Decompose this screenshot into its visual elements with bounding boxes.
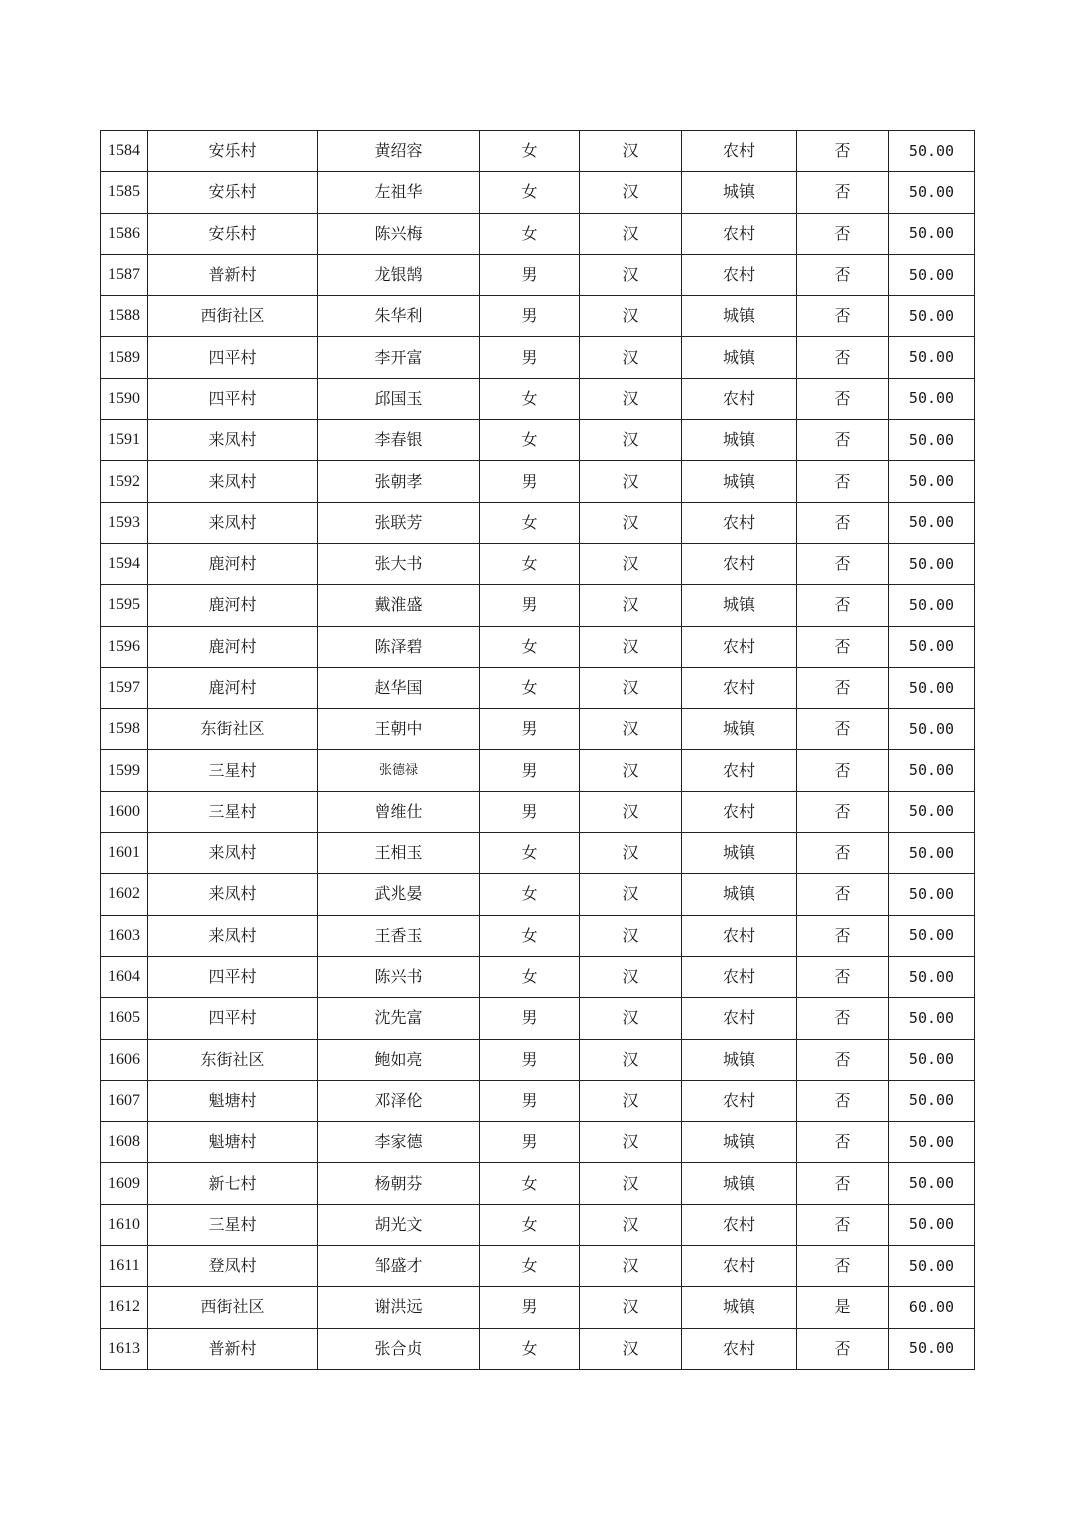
amount-cell: 50.00: [889, 1204, 975, 1245]
gender-cell: 男: [480, 1080, 580, 1121]
gender-cell: 女: [480, 131, 580, 172]
gender-cell: 女: [480, 1328, 580, 1369]
amount-cell: 50.00: [889, 172, 975, 213]
row-number-cell: 1613: [101, 1328, 148, 1369]
row-number-cell: 1598: [101, 709, 148, 750]
flag-cell: 否: [797, 543, 889, 584]
amount-cell: 50.00: [889, 543, 975, 584]
ethnicity-cell: 汉: [580, 667, 682, 708]
row-number-cell: 1602: [101, 874, 148, 915]
gender-cell: 男: [480, 1039, 580, 1080]
row-number-cell: 1590: [101, 378, 148, 419]
person-name-cell: 谢洪远: [318, 1287, 480, 1328]
amount-cell: 50.00: [889, 998, 975, 1039]
table-row: [101, 337, 975, 378]
village-cell: 东街社区: [148, 1039, 318, 1080]
row-number-cell: 1599: [101, 750, 148, 791]
residence-type-cell: 农村: [682, 502, 797, 543]
residence-type-cell: 农村: [682, 213, 797, 254]
ethnicity-cell: 汉: [580, 1122, 682, 1163]
flag-cell: 否: [797, 1204, 889, 1245]
ethnicity-cell: 汉: [580, 131, 682, 172]
person-name-cell: 张朝孝: [318, 461, 480, 502]
flag-cell: 否: [797, 874, 889, 915]
village-cell: 来凤村: [148, 915, 318, 956]
residence-type-cell: 城镇: [682, 172, 797, 213]
amount-cell: 50.00: [889, 791, 975, 832]
row-number-cell: 1592: [101, 461, 148, 502]
ethnicity-cell: 汉: [580, 833, 682, 874]
person-name-cell: 胡光文: [318, 1204, 480, 1245]
amount-cell: 50.00: [889, 1122, 975, 1163]
village-cell: 魁塘村: [148, 1122, 318, 1163]
person-name-cell: 张德禄: [318, 750, 480, 791]
village-cell: 三星村: [148, 750, 318, 791]
flag-cell: 否: [797, 750, 889, 791]
village-cell: 东街社区: [148, 709, 318, 750]
person-name-cell: 沈先富: [318, 998, 480, 1039]
person-name-cell: 龙银鹄: [318, 254, 480, 295]
person-name-cell: 王香玉: [318, 915, 480, 956]
gender-cell: 男: [480, 1122, 580, 1163]
table-row: [101, 543, 975, 584]
residence-type-cell: 农村: [682, 1328, 797, 1369]
row-number-cell: 1589: [101, 337, 148, 378]
row-number-cell: 1612: [101, 1287, 148, 1328]
ethnicity-cell: 汉: [580, 626, 682, 667]
row-number-cell: 1584: [101, 131, 148, 172]
gender-cell: 男: [480, 791, 580, 832]
ethnicity-cell: 汉: [580, 874, 682, 915]
village-cell: 四平村: [148, 956, 318, 997]
flag-cell: 否: [797, 1039, 889, 1080]
flag-cell: 否: [797, 915, 889, 956]
person-name-cell: 李开富: [318, 337, 480, 378]
residence-type-cell: 城镇: [682, 709, 797, 750]
ethnicity-cell: 汉: [580, 1163, 682, 1204]
table-row: [101, 1287, 975, 1328]
village-cell: 四平村: [148, 998, 318, 1039]
village-cell: 登凤村: [148, 1246, 318, 1287]
gender-cell: 女: [480, 1163, 580, 1204]
residence-type-cell: 农村: [682, 1080, 797, 1121]
amount-cell: 50.00: [889, 1328, 975, 1369]
amount-cell: 50.00: [889, 667, 975, 708]
amount-cell: 60.00: [889, 1287, 975, 1328]
row-number-cell: 1591: [101, 420, 148, 461]
flag-cell: 否: [797, 1163, 889, 1204]
residence-type-cell: 城镇: [682, 1039, 797, 1080]
table-row: [101, 1246, 975, 1287]
table-row: [101, 131, 975, 172]
amount-cell: 50.00: [889, 956, 975, 997]
row-number-cell: 1594: [101, 543, 148, 584]
residence-type-cell: 城镇: [682, 337, 797, 378]
table-row: [101, 667, 975, 708]
village-cell: 普新村: [148, 254, 318, 295]
ethnicity-cell: 汉: [580, 1246, 682, 1287]
flag-cell: 否: [797, 213, 889, 254]
table-row: [101, 915, 975, 956]
person-name-cell: 张合贞: [318, 1328, 480, 1369]
person-name-cell: 王朝中: [318, 709, 480, 750]
gender-cell: 女: [480, 213, 580, 254]
flag-cell: 否: [797, 998, 889, 1039]
village-cell: 四平村: [148, 378, 318, 419]
village-cell: 安乐村: [148, 213, 318, 254]
residence-type-cell: 城镇: [682, 296, 797, 337]
table-row: [101, 791, 975, 832]
gender-cell: 男: [480, 585, 580, 626]
table-row: [101, 1039, 975, 1080]
village-cell: 鹿河村: [148, 667, 318, 708]
table-row: [101, 1204, 975, 1245]
village-cell: 普新村: [148, 1328, 318, 1369]
gender-cell: 女: [480, 956, 580, 997]
residence-type-cell: 城镇: [682, 585, 797, 626]
residence-type-cell: 农村: [682, 750, 797, 791]
gender-cell: 男: [480, 1287, 580, 1328]
flag-cell: 否: [797, 1080, 889, 1121]
gender-cell: 女: [480, 502, 580, 543]
flag-cell: 否: [797, 667, 889, 708]
amount-cell: 50.00: [889, 461, 975, 502]
table-row: [101, 172, 975, 213]
row-number-cell: 1610: [101, 1204, 148, 1245]
person-name-cell: 武兆晏: [318, 874, 480, 915]
amount-cell: 50.00: [889, 502, 975, 543]
amount-cell: 50.00: [889, 626, 975, 667]
flag-cell: 否: [797, 461, 889, 502]
row-number-cell: 1597: [101, 667, 148, 708]
row-number-cell: 1596: [101, 626, 148, 667]
gender-cell: 女: [480, 833, 580, 874]
table-row: [101, 1163, 975, 1204]
gender-cell: 女: [480, 1246, 580, 1287]
row-number-cell: 1604: [101, 956, 148, 997]
flag-cell: 否: [797, 833, 889, 874]
table-row: [101, 1122, 975, 1163]
village-cell: 三星村: [148, 1204, 318, 1245]
ethnicity-cell: 汉: [580, 998, 682, 1039]
residence-type-cell: 城镇: [682, 1163, 797, 1204]
amount-cell: 50.00: [889, 213, 975, 254]
flag-cell: 否: [797, 791, 889, 832]
person-name-cell: 王相玉: [318, 833, 480, 874]
row-number-cell: 1595: [101, 585, 148, 626]
ethnicity-cell: 汉: [580, 1328, 682, 1369]
ethnicity-cell: 汉: [580, 915, 682, 956]
row-number-cell: 1607: [101, 1080, 148, 1121]
village-cell: 鹿河村: [148, 543, 318, 584]
table-row: [101, 956, 975, 997]
residence-type-cell: 城镇: [682, 1122, 797, 1163]
row-number-cell: 1586: [101, 213, 148, 254]
amount-cell: 50.00: [889, 420, 975, 461]
village-cell: 来凤村: [148, 833, 318, 874]
row-number-cell: 1600: [101, 791, 148, 832]
ethnicity-cell: 汉: [580, 502, 682, 543]
amount-cell: 50.00: [889, 296, 975, 337]
table-row: [101, 998, 975, 1039]
residence-type-cell: 农村: [682, 1246, 797, 1287]
person-name-cell: 陈兴梅: [318, 213, 480, 254]
person-name-cell: 邓泽伦: [318, 1080, 480, 1121]
residence-type-cell: 农村: [682, 791, 797, 832]
gender-cell: 男: [480, 254, 580, 295]
person-name-cell: 陈兴书: [318, 956, 480, 997]
flag-cell: 否: [797, 378, 889, 419]
residence-type-cell: 城镇: [682, 833, 797, 874]
amount-cell: 50.00: [889, 378, 975, 419]
residence-type-cell: 农村: [682, 998, 797, 1039]
row-number-cell: 1608: [101, 1122, 148, 1163]
ethnicity-cell: 汉: [580, 296, 682, 337]
amount-cell: 50.00: [889, 254, 975, 295]
amount-cell: 50.00: [889, 131, 975, 172]
flag-cell: 否: [797, 709, 889, 750]
table-row: [101, 709, 975, 750]
flag-cell: 否: [797, 1122, 889, 1163]
village-cell: 新七村: [148, 1163, 318, 1204]
residence-type-cell: 城镇: [682, 874, 797, 915]
gender-cell: 男: [480, 337, 580, 378]
table-row: [101, 461, 975, 502]
gender-cell: 男: [480, 461, 580, 502]
amount-cell: 50.00: [889, 915, 975, 956]
table-row: [101, 626, 975, 667]
ethnicity-cell: 汉: [580, 543, 682, 584]
village-cell: 来凤村: [148, 502, 318, 543]
residence-type-cell: 农村: [682, 378, 797, 419]
table-row: [101, 502, 975, 543]
village-cell: 西街社区: [148, 296, 318, 337]
gender-cell: 女: [480, 915, 580, 956]
ethnicity-cell: 汉: [580, 750, 682, 791]
ethnicity-cell: 汉: [580, 172, 682, 213]
ethnicity-cell: 汉: [580, 791, 682, 832]
table-row: [101, 1328, 975, 1369]
table-row: [101, 750, 975, 791]
village-cell: 来凤村: [148, 874, 318, 915]
flag-cell: 否: [797, 1246, 889, 1287]
ethnicity-cell: 汉: [580, 1287, 682, 1328]
amount-cell: 50.00: [889, 709, 975, 750]
flag-cell: 否: [797, 296, 889, 337]
row-number-cell: 1588: [101, 296, 148, 337]
gender-cell: 女: [480, 172, 580, 213]
roster-body: [101, 131, 975, 1370]
person-name-cell: 鲍如亮: [318, 1039, 480, 1080]
gender-cell: 男: [480, 998, 580, 1039]
row-number-cell: 1603: [101, 915, 148, 956]
row-number-cell: 1585: [101, 172, 148, 213]
person-name-cell: 张联芳: [318, 502, 480, 543]
ethnicity-cell: 汉: [580, 337, 682, 378]
amount-cell: 50.00: [889, 750, 975, 791]
village-cell: 安乐村: [148, 172, 318, 213]
row-number-cell: 1593: [101, 502, 148, 543]
flag-cell: 否: [797, 1328, 889, 1369]
person-name-cell: 李家德: [318, 1122, 480, 1163]
person-name-cell: 黄绍容: [318, 131, 480, 172]
village-cell: 魁塘村: [148, 1080, 318, 1121]
amount-cell: 50.00: [889, 1246, 975, 1287]
flag-cell: 否: [797, 626, 889, 667]
amount-cell: 50.00: [889, 874, 975, 915]
flag-cell: 否: [797, 956, 889, 997]
row-number-cell: 1606: [101, 1039, 148, 1080]
row-number-cell: 1587: [101, 254, 148, 295]
row-number-cell: 1611: [101, 1246, 148, 1287]
residence-type-cell: 城镇: [682, 420, 797, 461]
person-name-cell: 左祖华: [318, 172, 480, 213]
residence-type-cell: 农村: [682, 915, 797, 956]
village-cell: 来凤村: [148, 420, 318, 461]
residence-type-cell: 城镇: [682, 1287, 797, 1328]
ethnicity-cell: 汉: [580, 213, 682, 254]
table-row: [101, 254, 975, 295]
flag-cell: 否: [797, 502, 889, 543]
gender-cell: 女: [480, 543, 580, 584]
ethnicity-cell: 汉: [580, 1039, 682, 1080]
amount-cell: 50.00: [889, 585, 975, 626]
table-row: [101, 1080, 975, 1121]
person-name-cell: 杨朝芬: [318, 1163, 480, 1204]
person-name-cell: 陈泽碧: [318, 626, 480, 667]
ethnicity-cell: 汉: [580, 254, 682, 295]
row-number-cell: 1605: [101, 998, 148, 1039]
flag-cell: 否: [797, 131, 889, 172]
gender-cell: 男: [480, 709, 580, 750]
village-cell: 三星村: [148, 791, 318, 832]
village-cell: 四平村: [148, 337, 318, 378]
gender-cell: 女: [480, 420, 580, 461]
gender-cell: 男: [480, 750, 580, 791]
table-row: [101, 833, 975, 874]
residence-type-cell: 农村: [682, 626, 797, 667]
ethnicity-cell: 汉: [580, 1204, 682, 1245]
village-cell: 鹿河村: [148, 626, 318, 667]
table-row: [101, 378, 975, 419]
person-name-cell: 张大书: [318, 543, 480, 584]
amount-cell: 50.00: [889, 1080, 975, 1121]
ethnicity-cell: 汉: [580, 585, 682, 626]
village-cell: 鹿河村: [148, 585, 318, 626]
gender-cell: 女: [480, 874, 580, 915]
table-row: [101, 213, 975, 254]
gender-cell: 女: [480, 378, 580, 419]
table-row: [101, 585, 975, 626]
person-name-cell: 李春银: [318, 420, 480, 461]
row-number-cell: 1601: [101, 833, 148, 874]
person-name-cell: 赵华国: [318, 667, 480, 708]
person-name-cell: 邹盛才: [318, 1246, 480, 1287]
village-cell: 来凤村: [148, 461, 318, 502]
roster-table: [100, 130, 975, 1370]
person-name-cell: 曾维仕: [318, 791, 480, 832]
flag-cell: 否: [797, 585, 889, 626]
ethnicity-cell: 汉: [580, 1080, 682, 1121]
ethnicity-cell: 汉: [580, 461, 682, 502]
amount-cell: 50.00: [889, 1163, 975, 1204]
person-name-cell: 朱华利: [318, 296, 480, 337]
residence-type-cell: 农村: [682, 1204, 797, 1245]
flag-cell: 否: [797, 337, 889, 378]
gender-cell: 女: [480, 667, 580, 708]
amount-cell: 50.00: [889, 337, 975, 378]
table-row: [101, 420, 975, 461]
flag-cell: 否: [797, 254, 889, 295]
village-cell: 西街社区: [148, 1287, 318, 1328]
person-name-cell: 邱国玉: [318, 378, 480, 419]
residence-type-cell: 农村: [682, 254, 797, 295]
ethnicity-cell: 汉: [580, 420, 682, 461]
village-cell: 安乐村: [148, 131, 318, 172]
residence-type-cell: 农村: [682, 543, 797, 584]
amount-cell: 50.00: [889, 833, 975, 874]
table-row: [101, 874, 975, 915]
ethnicity-cell: 汉: [580, 956, 682, 997]
flag-cell: 否: [797, 420, 889, 461]
table-row: [101, 296, 975, 337]
flag-cell: 否: [797, 172, 889, 213]
gender-cell: 女: [480, 626, 580, 667]
residence-type-cell: 城镇: [682, 461, 797, 502]
person-name-cell: 戴淮盛: [318, 585, 480, 626]
flag-cell: 是: [797, 1287, 889, 1328]
ethnicity-cell: 汉: [580, 709, 682, 750]
residence-type-cell: 农村: [682, 667, 797, 708]
gender-cell: 男: [480, 296, 580, 337]
gender-cell: 女: [480, 1204, 580, 1245]
row-number-cell: 1609: [101, 1163, 148, 1204]
ethnicity-cell: 汉: [580, 378, 682, 419]
residence-type-cell: 农村: [682, 131, 797, 172]
amount-cell: 50.00: [889, 1039, 975, 1080]
residence-type-cell: 农村: [682, 956, 797, 997]
